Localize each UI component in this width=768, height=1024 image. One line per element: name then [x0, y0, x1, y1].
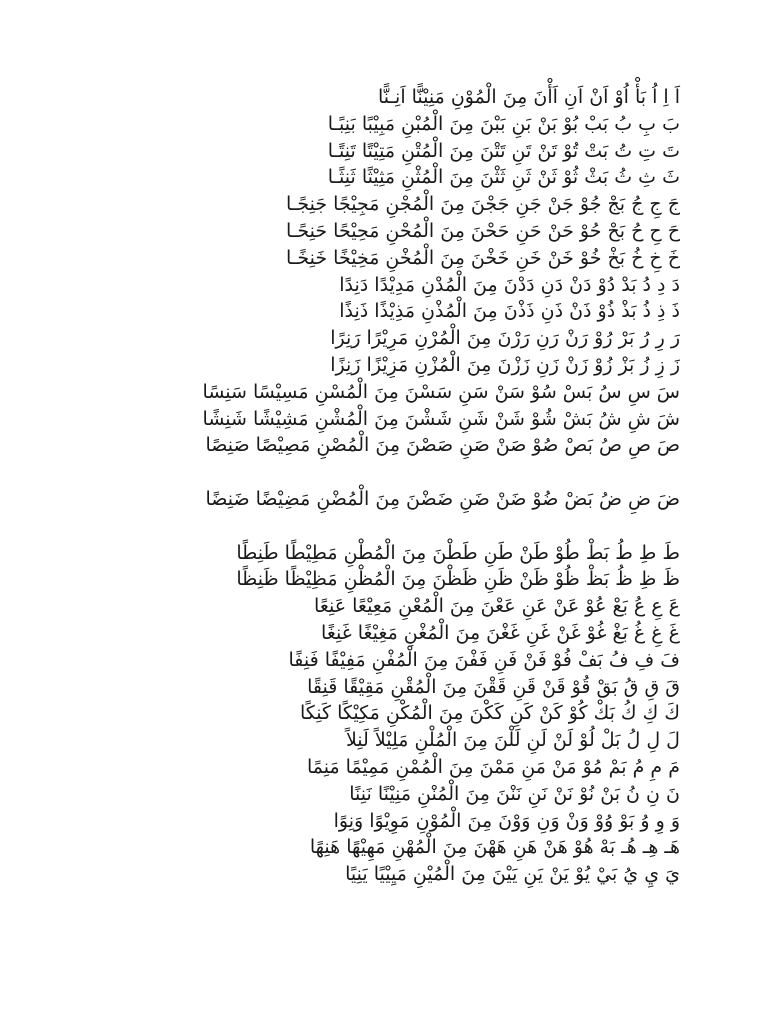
arabic-practice-lines	[90, 84, 680, 888]
line-fa: فَ فِ فُ بَفْ فُوْ فَنْ فَنِ فَفْنَ مِنَ الْمُفْنِ مَفِيْفًا فَنِفًا	[288, 648, 680, 671]
line-mim: مَ مِ مُ بَمْ مُوْ مَنْ مَنِ مَمْنَ مِنَ الْمُمْنِ مَمِيْمًا مَنِمًا	[306, 755, 680, 778]
line-dad: ضَ ضِ ضُ بَضْ ضُوْ ضَنْ ضَنِ ضَضْنَ مِنَ الْمُضْنِ مَضِيْضًا ضَنِضًا	[205, 487, 680, 510]
line-ta-heavy: طَ طِ طُ بَطْ طُوْ طَنْ طَنِ طَطْنَ مِنَ الْمُطْنِ مَطِيْطًا طَنِطًا	[236, 541, 680, 564]
line-sad: صَ صِ صُ بَصْ صُوْ صَنْ صَنِ صَصْنَ مِنَ الْمُصْنِ مَصِيْصًا صَنِصًا	[205, 434, 680, 457]
line-kha: خَ خِ خُ بَخْ خُوْ خَنْ خَنِ خَخْنَ مِنَ الْمُخْنِ مَخِيْخًا خَنِخًـا	[286, 246, 680, 269]
line-dal: دَ دِ دُ بَدْ دُوْ دَنْ دَنِ دَدْنَ مِنَ الْمُدْنِ مَدِيْدًا دَنِدًا	[339, 273, 680, 296]
line-tha: ثَ ثِ ثُ بَثْ ثُوْ ثَنْ ثَنِ ثَثْنَ مِنَ الْمُثْنِ مَثِيْثًا ثَنِثًـا	[327, 166, 680, 189]
line-ya: يَ يِ يُ بَيْ يُوْ يَنْ يَنِ يَيْنَ مِنَ الْمُيْنِ مَيِيْيًا يَنِيًا	[345, 863, 680, 886]
line-dhal: ذَ ذِ ذُ بَذْ ذُوْ ذَنْ ذَنِ ذَذْنَ مِنَ الْمُذْنِ مَذِيْذًا ذَنِذًا	[339, 300, 680, 323]
line-waw: وَ وِ وُ بَوْ وُوْ وَنْ وَنِ وَوْنَ مِنَ الْمُوْنِ مَوِيْوًا وَنِوًا	[333, 809, 680, 832]
line-ghayn: غَ غِ غُ بَغْ غُوْ غَنْ غَنِ غَغْنَ مِنَ الْمُغْنِ مَغِيْغًا غَنِغًا	[321, 621, 680, 644]
line-ta: تَ تِ تُ بَتْ تُوْ تَنْ تَنِ تَتْنَ مِنَ الْمُتْنِ مَتِيْتًا تَنِتًـا	[327, 139, 680, 162]
line-zay: زَ زِ زُ بَزْ زُوْ زَنْ زَنِ زَزْنَ مِنَ الْمُزْنِ مَزِيْزًا زَنِزًا	[330, 353, 680, 376]
line-shin: شَ شِ شُ بَشْ شُوْ شَنْ شَنِ شَشْنَ مِنَ الْمُشْنِ مَشِيْشًا شَنِشًا	[202, 407, 680, 430]
line-sin: سَ سِ سُ بَسْ سُوْ سَنْ سَنِ سَسْنَ مِنَ الْمُسْنِ مَسِيْسًا سَنِسًا	[202, 380, 680, 403]
line-jim: جَ جِ جُ بَجْ جُوْ جَنْ جَنِ جَجْنَ مِنَ الْمُجْنِ مَجِيْجًا جَنِجًـا	[286, 193, 680, 216]
line-ayn: عَ عِ عُ بَعْ عُوْ عَنْ عَنِ عَعْنَ مِنَ الْمُعْنِ مَعِيْعًا عَنِعًا	[314, 595, 680, 618]
line-kaf: كَ كِ كُ بَكْ كُوْ كَنْ كَنِ كَكْنَ مِنَ الْمُكْنِ مَكِيْكًا كَنِكًا	[300, 702, 680, 725]
line-za-heavy: ظَ ظِ ظُ بَظْ ظُوْ ظَنْ ظَنِ ظَظْنَ مِنَ الْمُظْنِ مَظِيْظًا ظَنِظًا	[236, 568, 680, 591]
line-ra: رَ رِ رُ بَرْ رُوْ رَنْ رَنِ رَرْنَ مِنَ الْمُرْنِ مَرِيْرًا رَنِرًا	[330, 327, 680, 350]
line-nun: نَ نِ نُ بَنْ نُوْ نَنْ نَنِ نَنْنَ مِنَ الْمُنْنِ مَنِيْنًا نَنِنًا	[349, 782, 680, 805]
line-ba: بَ بِ بُ بَبْ بُوْ بَنْ بَنِ بَبْنَ مِنَ الْمُبْنِ مَبِيْبًا بَنِبًـا	[327, 112, 680, 135]
line-ha: حَ حِ حُ بَحْ حُوْ حَنْ حَنِ حَحْنَ مِنَ الْمُحْنِ مَحِيْحًا حَنِحًـا	[286, 219, 680, 242]
line-lam: لَ لِ لُ بَلْ لُوْ لَنْ لَنِ لَلْنَ مِنَ الْمُلْنِ مَلِيْلاً لَنِلاً	[345, 729, 680, 752]
line-qaf: قَ قِ قُ بَقْ قُوْ قَنْ قَنِ قَقْنَ مِنَ الْمُقْنِ مَقِيْقًا قَنِقًا	[307, 675, 680, 698]
line-ha-end: هَـ هِـ هُـ بَهْ هُوْ هَنْ هَنِ هَهْنَ مِنَ الْمُهْنِ مَهِيْهًا هَنِهًا	[309, 836, 680, 859]
line-alif: اَ اِ اُ بَأْ اُوْ اَنْ اَنِ اَأْنَ مِنَ الْمُوْنِ مَنِيْنًّا اَنِـنًّا	[377, 86, 680, 108]
